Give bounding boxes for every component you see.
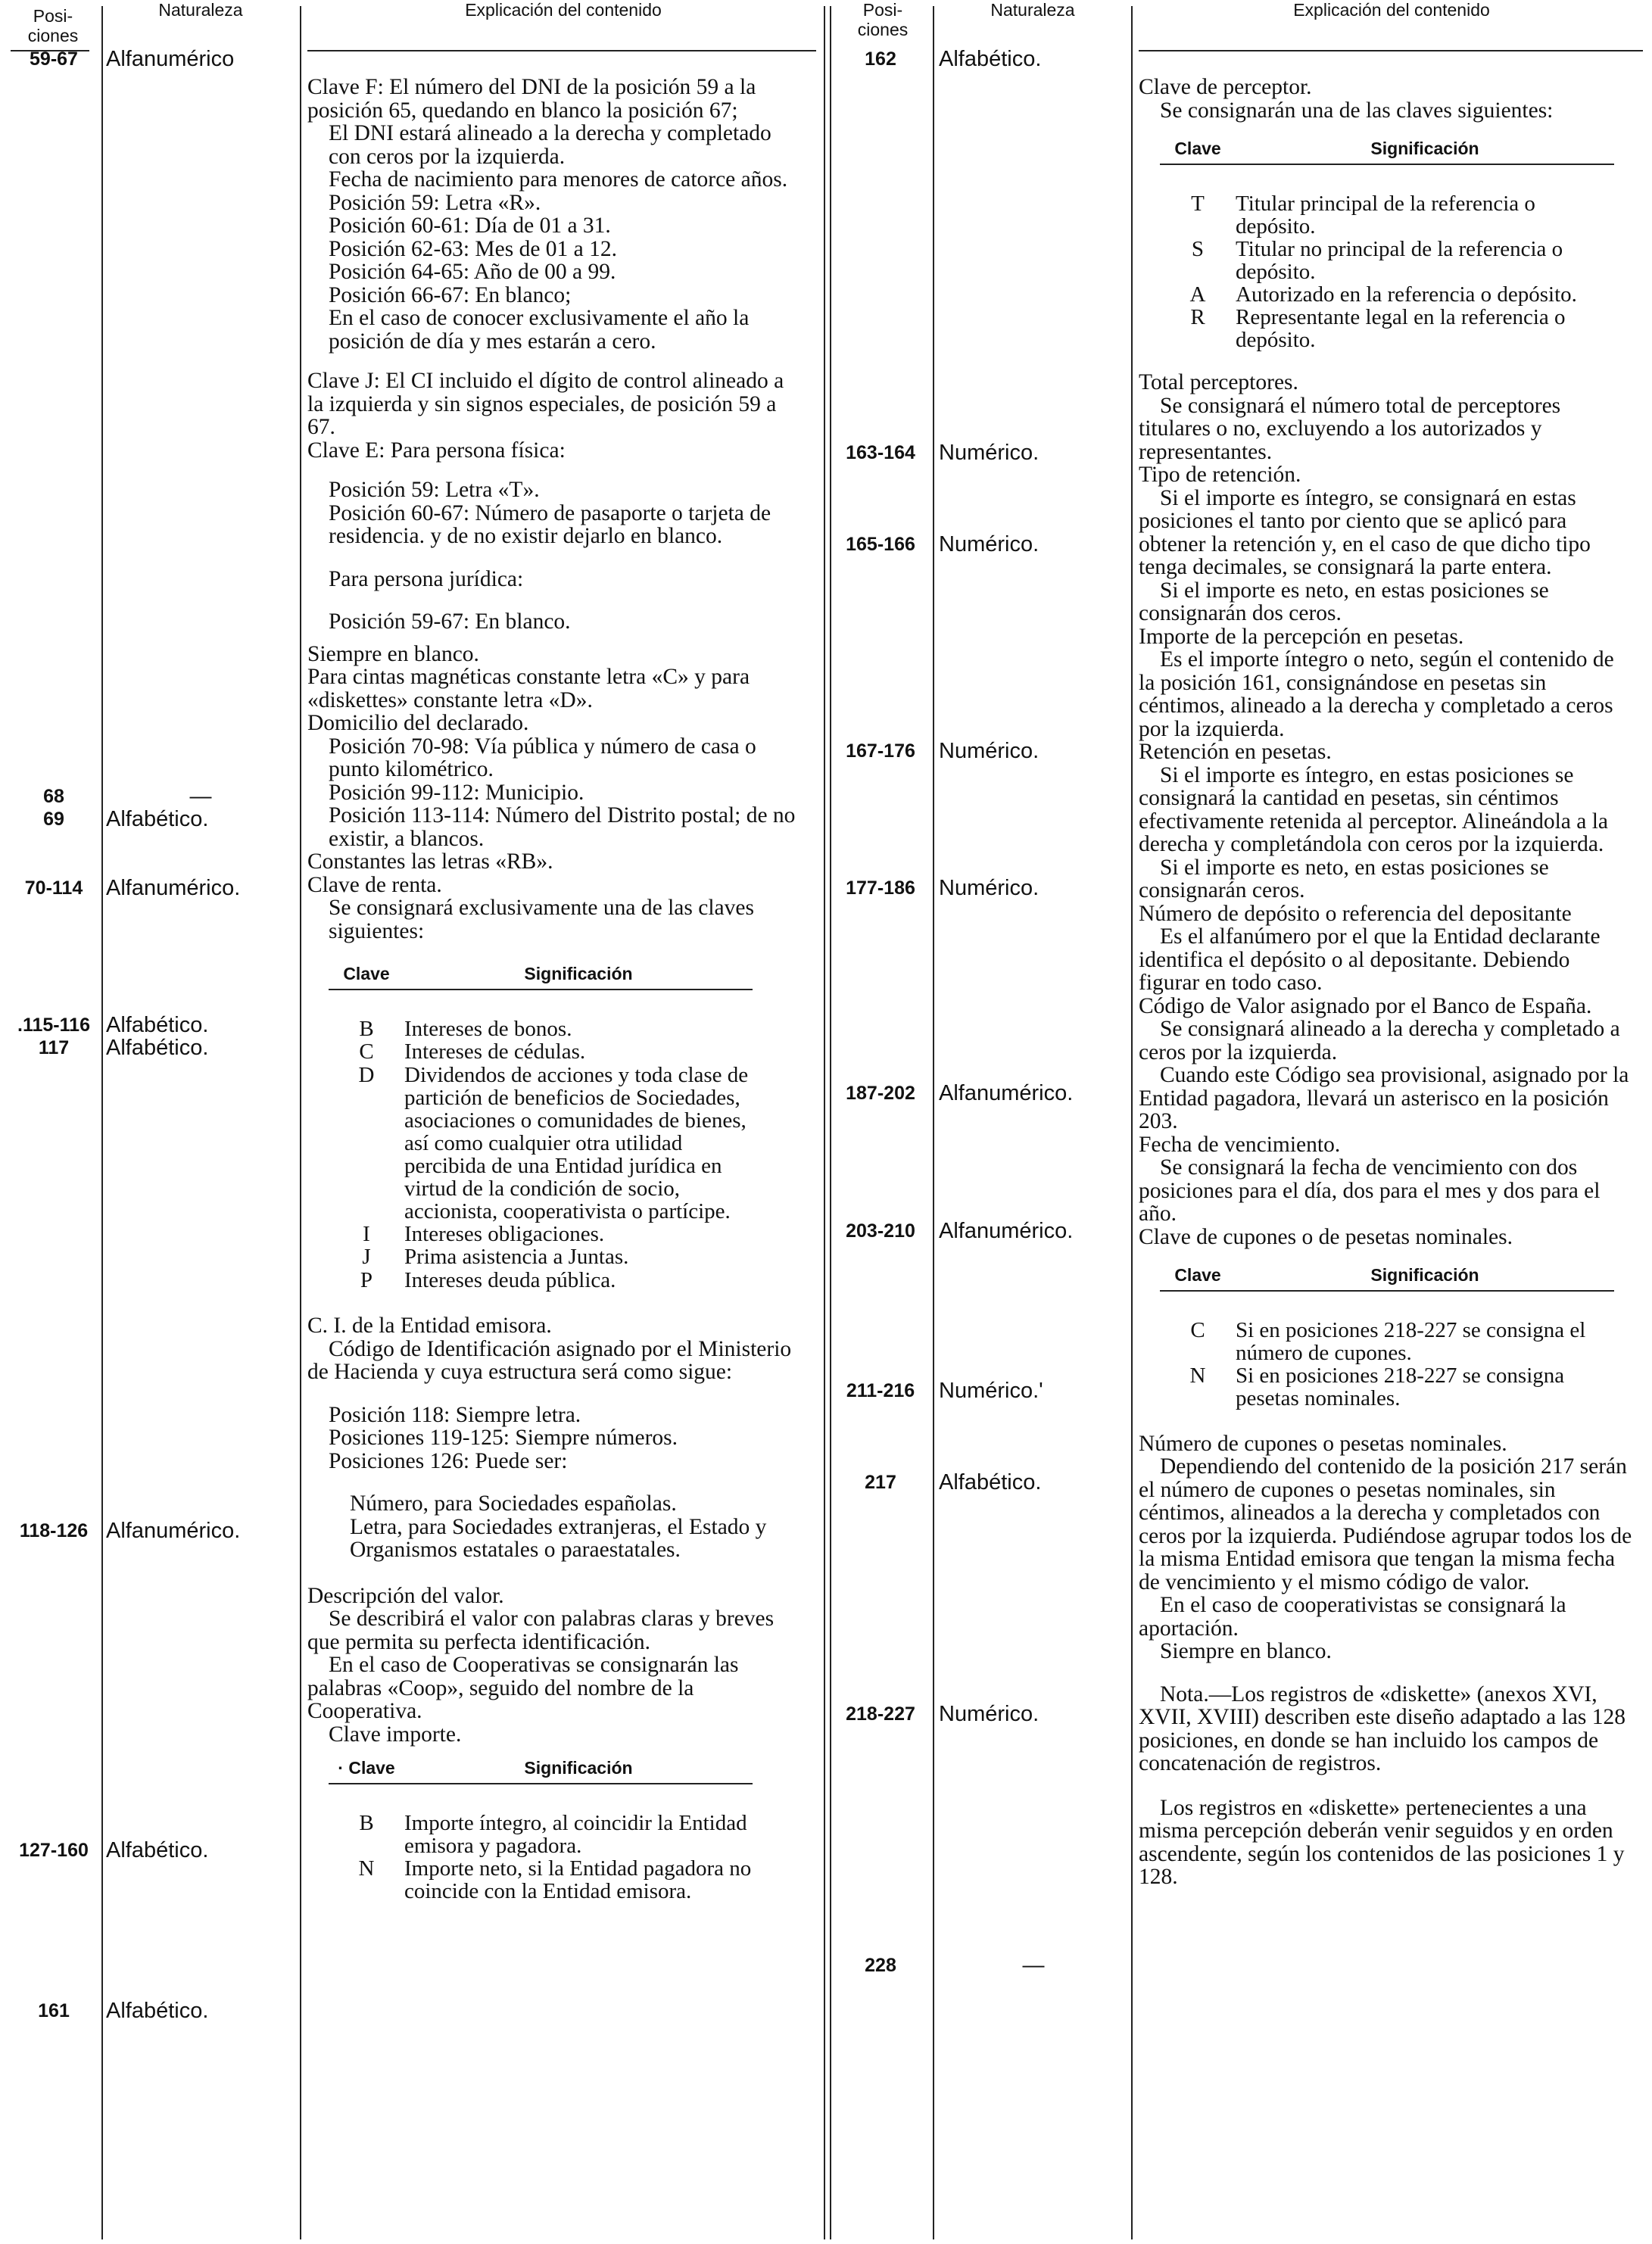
paragraph: Si el importe es neto, en estas posiciones se consignarán ceros. (1139, 855, 1549, 902)
field-nature: Alfabético. (106, 1999, 209, 2023)
table-header-key: Clave (1174, 139, 1221, 158)
paragraph: Descripción del valor. (307, 1583, 504, 1608)
header-positions-right: Posi- ciones (857, 0, 909, 39)
position-range: 68 (43, 786, 64, 807)
paragraph: Clave de cupones o de pesetas nominales. (1139, 1224, 1513, 1249)
position-range: 203-210 (846, 1220, 915, 1242)
key-code: C (359, 1039, 374, 1064)
key-meaning: Intereses deuda pública. (404, 1267, 616, 1292)
paragraph: Es el alfanúmero por el que la Entidad declarante identifica el depósito o al depositante. Debiendo figurar en todo caso. (1139, 924, 1601, 995)
key-code: J (362, 1245, 371, 1269)
field-nature: Alfanumérico. (939, 1219, 1074, 1243)
key-code: C (1190, 1317, 1205, 1342)
key-meaning: Representante legal en la referencia o depósito. (1236, 305, 1566, 352)
field-nature: Alfabético. (939, 1470, 1042, 1494)
paragraph: Posición 59: Letra «R». (329, 190, 541, 215)
value-description-block (307, 1585, 803, 1747)
paragraph: Clave de renta. (307, 872, 442, 897)
paragraph: Clave de perceptor. (1139, 75, 1312, 99)
paragraph: Número de depósito o referencia del depositante (1139, 901, 1572, 926)
position-range: 162 (865, 48, 896, 70)
position-range: 118-126 (19, 1520, 89, 1541)
column-rule (933, 6, 934, 2239)
address-block (307, 643, 803, 943)
table-row (329, 1064, 753, 1223)
header-explanation-right: Explicación del contenido (1293, 0, 1490, 20)
table-header-meaning: Significación (524, 964, 633, 983)
paragraph: Constantes las letras «RB». (307, 849, 553, 874)
paragraph: Clave F: El número del DNI de la posición 59 a la posición 65, quedando en blanco la posición 67; (307, 75, 756, 123)
header-rule (1139, 50, 1643, 51)
column-rule (300, 6, 301, 2239)
paragraph: Se consignarán una de las claves siguientes: (1160, 98, 1554, 123)
ci-block (307, 369, 803, 462)
paragraph: Código de Identificación asignado por el Ministerio de Hacienda y cuya estructura será como sigue: (307, 1336, 792, 1384)
page-center-rule (824, 6, 831, 2239)
paragraph: Dependiendo del contenido de la posición 217 serán el número de cupones o pesetas nominales, sin céntimos, alineados a la derecha y completados con ceros por la izquierda. Pudiéndose agrupar todos los de la misma Entidad emisora que tengan la misma fecha de vencimiento y el mismo código de valor. (1139, 1454, 1632, 1594)
key-meaning: Titular principal de la referencia o depósito. (1236, 191, 1535, 238)
paragraph: Posición 99-112: Municipio. (329, 780, 584, 805)
column-rule (101, 6, 103, 2239)
paragraph: Cuando este Código sea provisional, asignado por la Entidad pagadora, llevará un asterisco en la posición 203. (1139, 1063, 1629, 1133)
header-nature-left: Naturaleza (158, 0, 243, 20)
paragraph: En el caso de Cooperativas se consignarán las palabras «Coop», seguido del nombre de la Cooperativa. (307, 1653, 739, 1723)
position-range: 59-67 (30, 48, 78, 70)
table-row (1160, 283, 1614, 307)
field-nature: Alfanumérico. (106, 876, 241, 900)
position-range: 167-176 (846, 740, 915, 762)
paragraph: Fecha de vencimiento. (1139, 1132, 1341, 1157)
paragraph: Clave E: Para persona física: (307, 438, 566, 463)
table-row (329, 1812, 753, 1857)
paragraph: Se describirá el valor con palabras claras y breves que permita su perfecta identificación. (307, 1607, 775, 1654)
paragraph: Para cintas magnéticas constante letra «C» y para «diskettes» constante letra «D». (307, 665, 750, 712)
position-126-block (307, 1492, 803, 1562)
key-code: B (359, 1016, 374, 1041)
paragraph: Posición 64-65: Año de 00 a 99. (329, 260, 616, 284)
legal-person-position: Posición 59-67: En blanco. (329, 609, 571, 634)
position-range: 218-227 (846, 1703, 915, 1725)
table-header-meaning: Significación (1370, 139, 1479, 158)
position-range: 163-164 (846, 442, 915, 463)
key-meaning: Prima asistencia a Juntas. (404, 1245, 629, 1269)
table-row (1160, 1319, 1614, 1364)
paragraph: Posición 62-63: Mes de 01 a 12. (329, 236, 618, 261)
position-range: 69 (43, 809, 64, 830)
column-rule (1131, 6, 1133, 2239)
table-header-key: Clave (1174, 1265, 1221, 1285)
dni-block (307, 76, 803, 353)
field-nature: — (1022, 1953, 1045, 1978)
key-meaning: Intereses de cédulas. (404, 1039, 586, 1064)
paragraph: Domicilio del declarado. (307, 711, 529, 735)
header-positions-left: Posi- ciones (27, 6, 79, 45)
field-nature: Numérico. (939, 739, 1040, 763)
table-row (1160, 192, 1614, 238)
key-meaning: Si en posiciones 218-227 se consigna pesetas nominales. (1236, 1363, 1565, 1410)
position-range: 127-160 (19, 1840, 89, 1861)
field-nature: Alfabético. (106, 1036, 209, 1060)
key-code: R (1190, 305, 1205, 329)
paragraph: El DNI estará alineado a la derecha y completado con ceros por la izquierda. (329, 121, 771, 169)
table-row (329, 1269, 753, 1292)
rent-key-table (329, 962, 753, 1292)
issuer-block (307, 1314, 803, 1384)
paragraph: Siempre en blanco. (1160, 1639, 1332, 1663)
paragraph: Posición 66-67: En blanco; (329, 282, 572, 307)
paragraph: Nota.—Los registros de «diskette» (anexos XVI, XVII, XVIII) describen este diseño adaptado a las 128 posiciones, en donde se han incluido los campos de concatenación de registros. (1139, 1681, 1626, 1775)
key-meaning: Titular no principal de la referencia o depósito. (1236, 236, 1563, 284)
paragraph: Posición 59: Letra «T». (329, 478, 540, 502)
paragraph: Si el importe es íntegro, en estas posiciones se consignará la cantidad en pesetas, sin céntimos efectivamente retenida al perceptor. Alineándola a la derecha y completándola con ceros por la izquierda. (1139, 762, 1609, 856)
paragraph: Los registros en «diskette» pertenecientes a una misma percepción deberán venir seguidos y en orden ascendente, según los contenidos de las posiciones 1 y 128. (1139, 1795, 1625, 1889)
field-nature: Alfanumérico (106, 47, 235, 71)
table-row (329, 1018, 753, 1041)
table-row (1160, 1364, 1614, 1410)
explanation-right (1139, 76, 1632, 1889)
position-range: 161 (38, 2000, 70, 2021)
paragraph: En el caso de conocer exclusivamente el año la posición de día y mes estarán a cero. (329, 306, 750, 354)
perceptor-key-block (1139, 76, 1632, 122)
table-header-meaning: Significación (524, 1758, 633, 1778)
key-code: A (1189, 282, 1206, 307)
paragraph: Posiciones 119-125: Siempre números. (329, 1426, 678, 1450)
retention-block (1139, 371, 1632, 1248)
table-row (329, 1245, 753, 1269)
paragraph: Posición 118: Siempre letra. (329, 1402, 581, 1427)
passport-block (307, 478, 803, 548)
paragraph: Se consignará exclusivamente una de las claves siguientes: (329, 896, 754, 943)
key-meaning: Intereses de bonos. (404, 1016, 572, 1041)
paragraph: Siempre en blanco. (307, 641, 479, 666)
table-header-meaning: Significación (1370, 1265, 1479, 1285)
paragraph: Número de cupones o pesetas nominales. (1139, 1431, 1507, 1456)
paragraph: Es el importe íntegro o neto, según el contenido de la posición 161, consignándose en pesetas sin céntimos, alineado a la derecha y completado a ceros por la izquierda. (1139, 647, 1614, 741)
table-row (1160, 238, 1614, 283)
field-nature: — (189, 784, 212, 809)
field-nature: Alfabético. (106, 1838, 209, 1862)
issuer-structure-block (307, 1404, 803, 1473)
perceptor-key-table (1160, 137, 1614, 351)
table-header-key: Clave (343, 964, 390, 983)
key-code: S (1191, 236, 1205, 261)
paragraph: Fecha de nacimiento para menores de catorce años. (329, 167, 788, 192)
paragraph: Posición 60-67: Número de pasaporte o tarjeta de residencia. y de no existir dejarlo en blanco. (329, 500, 771, 548)
field-nature: Numérico.' (939, 1379, 1043, 1403)
paragraph: Posición 70-98: Vía pública y número de casa o punto kilométrico. (329, 734, 756, 781)
field-nature: Numérico. (939, 532, 1040, 556)
position-range: 70-114 (24, 877, 83, 899)
position-range: .115-116 (17, 1014, 90, 1036)
position-range: 177-186 (846, 877, 915, 899)
paragraph: Se consignará la fecha de vencimiento con dos posiciones para el día, dos para el mes y dos para el año. (1139, 1155, 1601, 1226)
field-nature: Alfabético. (106, 807, 209, 831)
field-nature: Alfanumérico. (939, 1081, 1074, 1105)
key-code: I (363, 1221, 370, 1246)
explanation-left (307, 76, 803, 1903)
field-nature: Alfanumérico. (106, 1519, 241, 1543)
paragraph: En el caso de cooperativistas se consignará la aportación. (1139, 1593, 1566, 1641)
note-block (1139, 1683, 1632, 1889)
coupon-key-table (1160, 1264, 1614, 1410)
paragraph: Si el importe es neto, en estas posiciones se consignarán dos ceros. (1139, 578, 1549, 625)
paragraph: Tipo de retención. (1139, 463, 1301, 487)
key-code: P (360, 1267, 373, 1292)
legal-person-label: Para persona jurídica: (329, 566, 524, 591)
key-code: N (1189, 1363, 1206, 1388)
paragraph: Total perceptores. (1139, 370, 1298, 394)
table-header-key: · Clave (338, 1758, 395, 1778)
field-nature: Numérico. (939, 441, 1040, 465)
table-row (329, 1223, 753, 1246)
field-nature: Numérico. (939, 876, 1040, 900)
key-meaning: Importe neto, si la Entidad pagadora no coincide con la Entidad emisora. (404, 1856, 752, 1903)
position-range: 211-216 (846, 1380, 915, 1401)
key-code: B (359, 1810, 374, 1835)
paragraph: Número, para Sociedades españolas. (350, 1491, 677, 1516)
position-range: 228 (865, 1955, 896, 1976)
paragraph: Se consignará alineado a la derecha y completado a ceros por la izquierda. (1139, 1017, 1620, 1064)
paragraph: Clave importe. (329, 1722, 462, 1747)
header-rule (307, 50, 816, 51)
paragraph: Posiciones 126: Puede ser: (329, 1448, 568, 1473)
paragraph: Letra, para Sociedades extranjeras, el Estado y Organismos estatales o paraestatales. (350, 1514, 767, 1562)
key-meaning: Si en posiciones 218-227 se consigna el número de cupones. (1236, 1317, 1586, 1365)
position-range: 117 (38, 1037, 70, 1058)
paragraph: Si el importe es íntegro, se consignará en estas posiciones el tanto por ciento que se aplicó para obtener la retención y, en el caso de que dicho tipo tenga decimales, se consignará la parte entera. (1139, 485, 1591, 579)
key-meaning: Dividendos de acciones y toda clase de partición de beneficios de Sociedades, asociaciones o comunidades de bienes, así como cualquier otra utilidad percibida de una Entidad jurídica en virtud de la condición de socio, accionista, cooperativista o partícipe. (404, 1062, 749, 1223)
paragraph: Posición 60-61: Día de 01 a 31. (329, 213, 611, 238)
paragraph: Clave J: El CI incluido el dígito de control alineado a la izquierda y sin signos especiales, de posición 59 a 67. (307, 369, 784, 439)
key-code: D (358, 1062, 375, 1087)
paragraph: Se consignará el número total de perceptores titulares o no, excluyendo a los autorizados y representantes. (1139, 393, 1561, 464)
header-explanation-left: Explicación del contenido (465, 0, 662, 20)
amount-key-table (329, 1756, 753, 1903)
key-code: T (1191, 191, 1205, 216)
position-range: 187-202 (846, 1083, 915, 1104)
table-row (1160, 306, 1614, 351)
field-nature: Numérico. (939, 1702, 1040, 1726)
key-meaning: Autorizado en la referencia o depósito. (1236, 282, 1577, 307)
paragraph: Código de Valor asignado por el Banco de España. (1139, 993, 1592, 1018)
key-meaning: Importe íntegro, al coincidir la Entidad emisora y pagadora. (404, 1810, 747, 1858)
key-meaning: Intereses obligaciones. (404, 1221, 605, 1246)
paragraph: Importe de la percepción en pesetas. (1139, 624, 1464, 649)
header-nature-right: Naturaleza (990, 0, 1075, 20)
table-row (329, 1857, 753, 1903)
field-nature: Alfabético. (106, 1013, 209, 1037)
field-nature: Alfabético. (939, 47, 1042, 71)
position-range: 165-166 (846, 534, 915, 555)
key-code: N (358, 1856, 375, 1881)
table-row (329, 1040, 753, 1064)
paragraph: C. I. de la Entidad emisora. (307, 1314, 552, 1338)
coupon-count-block (1139, 1432, 1632, 1663)
paragraph: Retención en pesetas. (1139, 740, 1332, 764)
position-range: 217 (865, 1472, 896, 1493)
paragraph: Posición 113-114: Número del Distrito postal; de no existir, a blancos. (329, 803, 796, 851)
